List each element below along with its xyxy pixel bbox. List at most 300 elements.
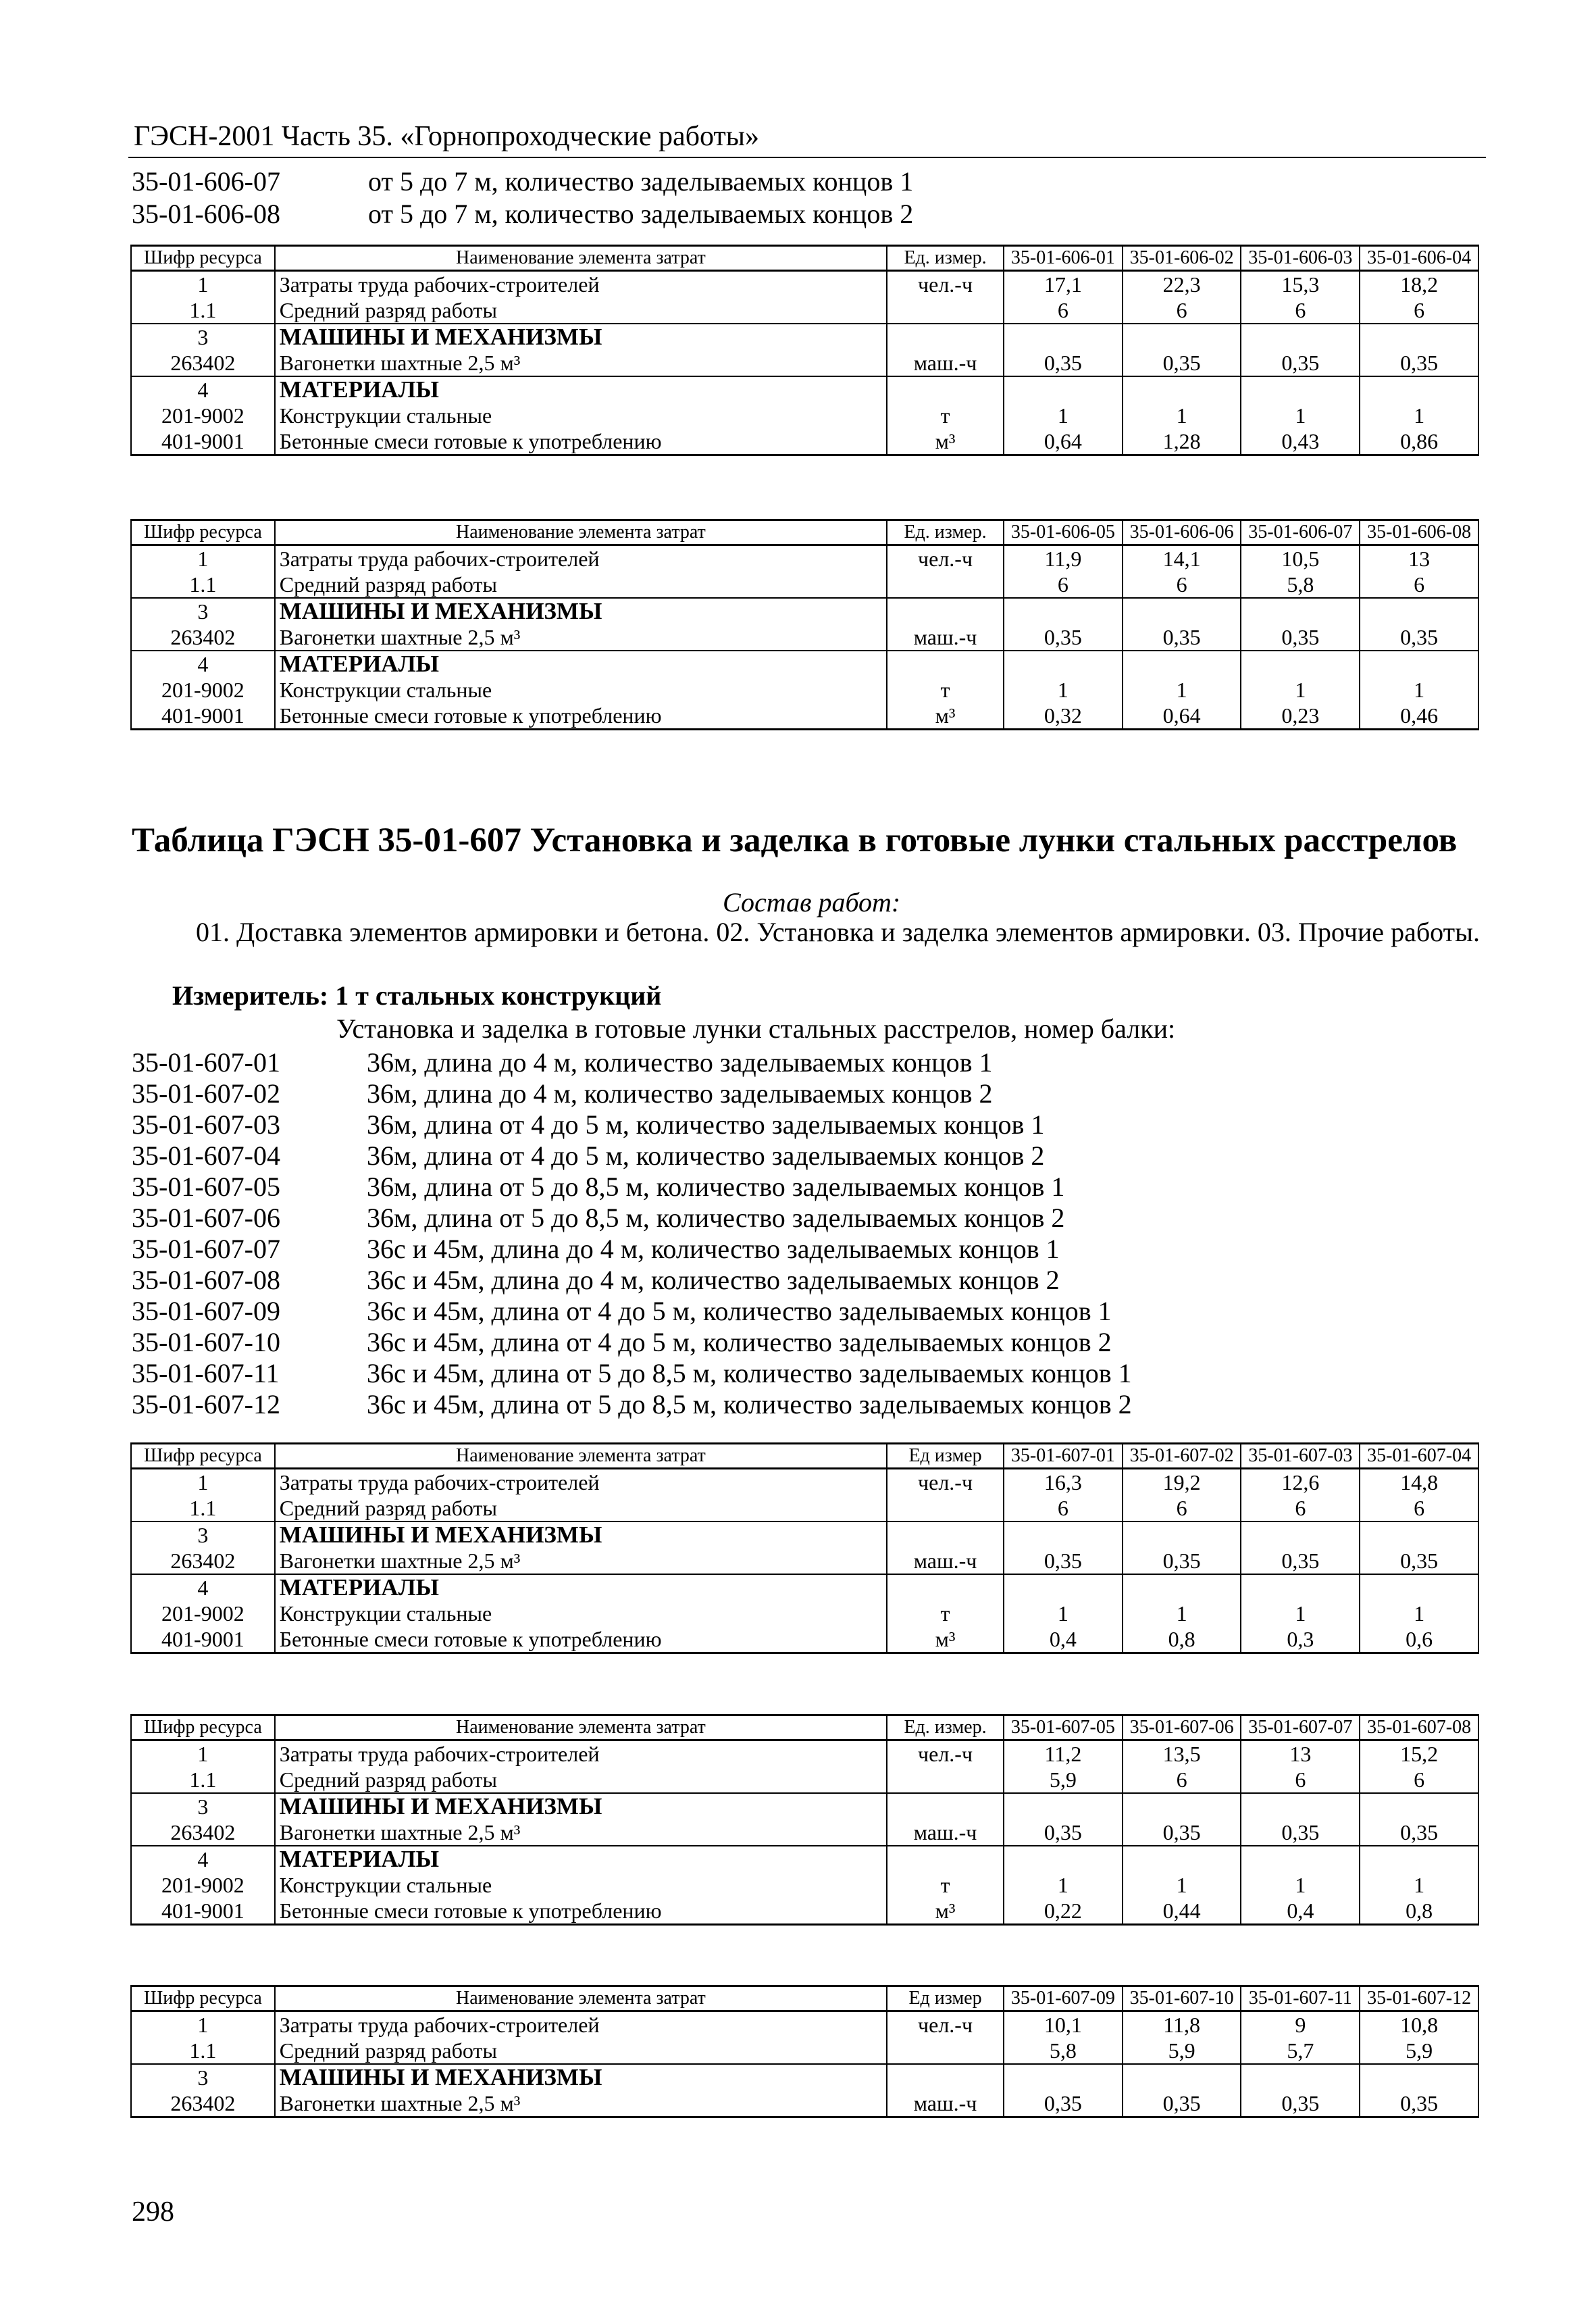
table-title: Таблица ГЭСН 35-01-607 Установка и заделка в готовые лунки стальных расстрелов — [132, 822, 1458, 859]
work-composition-text: 01. Доставка элементов армировки и бетона. 02. Установка и заделка элементов армировки. 03. Прочие работы. — [196, 917, 1480, 947]
header-code: Шифр ресурса — [131, 520, 275, 545]
item-code: 35-01-606-08 — [132, 199, 280, 229]
resource-unit — [887, 1521, 1004, 1548]
header-norm-code: 35-01-607-06 — [1123, 1715, 1241, 1740]
resource-unit: маш.-ч — [887, 2090, 1004, 2117]
resource-value — [1360, 651, 1478, 677]
resource-unit: т — [887, 1872, 1004, 1898]
header-unit: Ед. измер. — [887, 520, 1004, 545]
header-name: Наименование элемента затрат — [275, 1444, 887, 1469]
table-row — [131, 428, 1478, 455]
resource-code: 4 — [131, 376, 275, 403]
table-row — [131, 1626, 1478, 1653]
resource-name: Средний разряд работы — [275, 297, 887, 324]
header-norm-code: 35-01-606-07 — [1241, 520, 1360, 545]
header-rule — [128, 157, 1486, 158]
resource-table — [130, 1714, 1479, 1926]
table-header-row — [131, 246, 1478, 271]
resource-code: 1.1 — [131, 297, 275, 324]
resource-value: 0,35 — [1004, 1548, 1123, 1574]
resource-unit: маш.-ч — [887, 1819, 1004, 1846]
header-unit: Ед. измер. — [887, 246, 1004, 271]
resource-value: 11,9 — [1004, 545, 1123, 572]
resource-code: 263402 — [131, 350, 275, 376]
resource-unit — [887, 376, 1004, 403]
item-text: 36с и 45м, длина от 5 до 8,5 м, количество заделываемых концов 2 — [367, 1389, 1132, 1419]
resource-unit — [887, 2064, 1004, 2090]
resource-value — [1004, 324, 1123, 350]
resource-value: 0,35 — [1123, 624, 1241, 651]
resource-value: 5,9 — [1123, 2038, 1241, 2064]
resource-value: 12,6 — [1241, 1469, 1360, 1496]
header-norm-code: 35-01-606-01 — [1004, 246, 1123, 271]
resource-code: 201-9002 — [131, 677, 275, 703]
resource-name: Средний разряд работы — [275, 572, 887, 598]
list-item — [132, 1172, 1483, 1203]
resource-value: 1 — [1241, 1601, 1360, 1626]
table-row — [131, 1740, 1478, 1767]
resource-value: 11,2 — [1004, 1740, 1123, 1767]
resource-name: МАШИНЫ И МЕХАНИЗМЫ — [275, 324, 887, 350]
resource-code: 263402 — [131, 2090, 275, 2117]
resource-value: 6 — [1004, 572, 1123, 598]
table-row — [131, 271, 1478, 298]
resource-value: 0,35 — [1004, 2090, 1123, 2117]
header-unit: Ед измер — [887, 1986, 1004, 2011]
resource-unit: м³ — [887, 703, 1004, 730]
resource-name: Средний разряд работы — [275, 2038, 887, 2064]
item-text: 36м, длина до 4 м, количество заделываемых концов 2 — [367, 1078, 993, 1109]
resource-unit — [887, 1495, 1004, 1521]
table-header-row — [131, 1444, 1478, 1469]
resource-name: Средний разряд работы — [275, 1767, 887, 1793]
resource-value — [1004, 376, 1123, 403]
resource-value: 13,5 — [1123, 1740, 1241, 1767]
item-text: 36с и 45м, длина от 4 до 5 м, количество заделываемых концов 1 — [367, 1296, 1112, 1326]
resource-value: 1 — [1241, 403, 1360, 428]
resource-value — [1360, 1574, 1478, 1601]
table-row — [131, 403, 1478, 428]
header-norm-code: 35-01-607-09 — [1004, 1986, 1123, 2011]
resource-value: 0,35 — [1360, 350, 1478, 376]
resource-value — [1004, 1846, 1123, 1872]
resource-unit: т — [887, 403, 1004, 428]
item-text: 36с и 45м, длина до 4 м, количество заделываемых концов 1 — [367, 1234, 1060, 1264]
resource-value: 6 — [1123, 572, 1241, 598]
resource-unit: чел.-ч — [887, 545, 1004, 572]
resource-value: 1 — [1241, 1872, 1360, 1898]
resource-name: МАТЕРИАЛЫ — [275, 376, 887, 403]
resource-value: 0,23 — [1241, 703, 1360, 730]
resource-unit — [887, 1574, 1004, 1601]
resource-code: 263402 — [131, 624, 275, 651]
resource-value — [1360, 598, 1478, 624]
norm-list — [132, 1047, 1483, 1420]
resource-name: МАШИНЫ И МЕХАНИЗМЫ — [275, 1521, 887, 1548]
resource-value — [1004, 2064, 1123, 2090]
table-header-row — [131, 1986, 1478, 2011]
resource-value: 0,35 — [1004, 1819, 1123, 1846]
table-row — [131, 703, 1478, 730]
header-norm-code: 35-01-606-08 — [1360, 520, 1478, 545]
resource-value: 0,64 — [1004, 428, 1123, 455]
resource-code: 4 — [131, 1574, 275, 1601]
list-item — [132, 1389, 1483, 1420]
page-header: ГЭСН-2001 Часть 35. «Горнопроходческие работы» — [134, 121, 759, 152]
list-item — [132, 166, 1483, 198]
resource-value: 19,2 — [1123, 1469, 1241, 1496]
resource-value — [1241, 1846, 1360, 1872]
resource-value: 6 — [1123, 1495, 1241, 1521]
header-code: Шифр ресурса — [131, 1715, 275, 1740]
resource-table — [130, 1442, 1479, 1654]
resource-value: 10,8 — [1360, 2011, 1478, 2038]
resource-name: Конструкции стальные — [275, 677, 887, 703]
resource-name: Затраты труда рабочих-строителей — [275, 2011, 887, 2038]
resource-value — [1123, 1574, 1241, 1601]
resource-name: Вагонетки шахтные 2,5 м³ — [275, 624, 887, 651]
item-text: 36м, длина от 4 до 5 м, количество заделываемых концов 2 — [367, 1140, 1045, 1171]
item-text: 36м, длина от 5 до 8,5 м, количество заделываемых концов 1 — [367, 1172, 1065, 1202]
resource-value: 13 — [1360, 545, 1478, 572]
item-code: 35-01-607-07 — [132, 1234, 280, 1264]
resource-code: 1 — [131, 545, 275, 572]
table-row — [131, 545, 1478, 572]
resource-unit — [887, 1793, 1004, 1819]
list-item — [132, 1234, 1483, 1265]
list-item — [132, 1078, 1483, 1109]
table-row — [131, 1469, 1478, 1496]
resource-value: 0,35 — [1241, 1548, 1360, 1574]
resource-value: 0,46 — [1360, 703, 1478, 730]
resource-value — [1004, 1521, 1123, 1548]
resource-value: 6 — [1360, 572, 1478, 598]
list-item — [132, 1047, 1483, 1078]
resource-unit — [887, 598, 1004, 624]
resource-value — [1123, 1846, 1241, 1872]
header-unit: Ед. измер. — [887, 1715, 1004, 1740]
resource-value: 0,4 — [1241, 1898, 1360, 1925]
resource-code: 201-9002 — [131, 1601, 275, 1626]
resource-value — [1241, 376, 1360, 403]
resource-unit — [887, 1846, 1004, 1872]
list-item — [132, 1358, 1483, 1389]
resource-value: 0,35 — [1123, 2090, 1241, 2117]
item-code: 35-01-607-05 — [132, 1172, 280, 1202]
resource-unit — [887, 1767, 1004, 1793]
resource-value: 14,1 — [1123, 545, 1241, 572]
resource-value: 0,35 — [1004, 350, 1123, 376]
resource-value: 11,8 — [1123, 2011, 1241, 2038]
resource-code: 201-9002 — [131, 403, 275, 428]
header-code: Шифр ресурса — [131, 1444, 275, 1469]
table-row — [131, 2064, 1478, 2090]
resource-value: 0,22 — [1004, 1898, 1123, 1925]
resource-value: 1 — [1004, 1872, 1123, 1898]
table-row — [131, 1767, 1478, 1793]
resource-value — [1360, 1793, 1478, 1819]
resource-value: 1 — [1123, 1601, 1241, 1626]
list-item — [132, 1109, 1483, 1140]
resource-value: 1 — [1123, 1872, 1241, 1898]
resource-value — [1004, 1574, 1123, 1601]
resource-value: 1 — [1123, 403, 1241, 428]
list-item — [132, 1296, 1483, 1327]
header-norm-code: 35-01-606-05 — [1004, 520, 1123, 545]
resource-value: 5,8 — [1004, 2038, 1123, 2064]
resource-value: 6 — [1241, 1767, 1360, 1793]
resource-value — [1360, 376, 1478, 403]
resource-code: 3 — [131, 2064, 275, 2090]
resource-value: 15,3 — [1241, 271, 1360, 298]
resource-value — [1123, 376, 1241, 403]
resource-unit — [887, 297, 1004, 324]
header-unit: Ед измер — [887, 1444, 1004, 1469]
resource-value — [1123, 1793, 1241, 1819]
resource-value: 5,9 — [1360, 2038, 1478, 2064]
header-norm-code: 35-01-607-12 — [1360, 1986, 1478, 2011]
resource-table — [130, 1985, 1479, 2118]
resource-unit: м³ — [887, 1898, 1004, 1925]
resource-value — [1241, 1521, 1360, 1548]
resource-name: Конструкции стальные — [275, 1601, 887, 1626]
resource-unit: маш.-ч — [887, 1548, 1004, 1574]
resource-value: 0,35 — [1241, 350, 1360, 376]
resource-value: 0,35 — [1123, 350, 1241, 376]
page-number: 298 — [132, 2196, 174, 2228]
resource-code: 401-9001 — [131, 703, 275, 730]
table-row — [131, 297, 1478, 324]
resource-value — [1360, 1846, 1478, 1872]
measure-unit: Измеритель: 1 т стальных конструкций — [172, 980, 662, 1011]
header-norm-code: 35-01-606-02 — [1123, 246, 1241, 271]
list-item — [132, 1265, 1483, 1296]
resource-value: 1 — [1004, 1601, 1123, 1626]
resource-name: Бетонные смеси готовые к употреблению — [275, 428, 887, 455]
resource-value: 0,32 — [1004, 703, 1123, 730]
table-row — [131, 1521, 1478, 1548]
header-norm-code: 35-01-607-03 — [1241, 1444, 1360, 1469]
table-row — [131, 1601, 1478, 1626]
resource-name: МАТЕРИАЛЫ — [275, 1574, 887, 1601]
resource-value: 6 — [1004, 297, 1123, 324]
resource-value: 15,2 — [1360, 1740, 1478, 1767]
item-code: 35-01-607-06 — [132, 1203, 280, 1233]
item-text: 36с и 45м, длина от 5 до 8,5 м, количество заделываемых концов 1 — [367, 1358, 1132, 1388]
resource-name: Затраты труда рабочих-строителей — [275, 271, 887, 298]
table-row — [131, 1898, 1478, 1925]
resource-value — [1123, 324, 1241, 350]
resource-code: 1.1 — [131, 2038, 275, 2064]
table-row — [131, 677, 1478, 703]
resource-value — [1241, 324, 1360, 350]
header-code: Шифр ресурса — [131, 1986, 275, 2011]
resource-value: 0,35 — [1241, 624, 1360, 651]
item-code: 35-01-607-11 — [132, 1358, 280, 1388]
resource-value: 0,44 — [1123, 1898, 1241, 1925]
table-row — [131, 324, 1478, 350]
resource-unit: м³ — [887, 1626, 1004, 1653]
table-row — [131, 1846, 1478, 1872]
resource-value: 1 — [1360, 1872, 1478, 1898]
resource-value: 0,35 — [1360, 1548, 1478, 1574]
resource-name: Конструкции стальные — [275, 1872, 887, 1898]
resource-code: 1 — [131, 1469, 275, 1496]
resource-value: 0,35 — [1360, 1819, 1478, 1846]
resource-value: 1 — [1241, 677, 1360, 703]
resource-value: 0,43 — [1241, 428, 1360, 455]
resource-code: 263402 — [131, 1819, 275, 1846]
resource-unit: м³ — [887, 428, 1004, 455]
resource-value: 1 — [1360, 403, 1478, 428]
table-row — [131, 1793, 1478, 1819]
resource-value: 0,35 — [1241, 2090, 1360, 2117]
table-row — [131, 2011, 1478, 2038]
resource-value: 6 — [1241, 1495, 1360, 1521]
list-item — [132, 1327, 1483, 1358]
list-item — [132, 198, 1483, 230]
resource-name: МАШИНЫ И МЕХАНИЗМЫ — [275, 2064, 887, 2090]
resource-unit: чел.-ч — [887, 1740, 1004, 1767]
resource-value — [1241, 2064, 1360, 2090]
table-header-row — [131, 520, 1478, 545]
resource-code: 3 — [131, 598, 275, 624]
header-norm-code: 35-01-606-06 — [1123, 520, 1241, 545]
resource-name: Вагонетки шахтные 2,5 м³ — [275, 1819, 887, 1846]
resource-value — [1360, 1521, 1478, 1548]
resource-value — [1123, 2064, 1241, 2090]
resource-name: Конструкции стальные — [275, 403, 887, 428]
resource-value — [1241, 1574, 1360, 1601]
resource-value: 1 — [1123, 677, 1241, 703]
resource-value: 0,35 — [1004, 624, 1123, 651]
header-name: Наименование элемента затрат — [275, 1986, 887, 2011]
table-header-row — [131, 1715, 1478, 1740]
resource-unit: т — [887, 1601, 1004, 1626]
resource-value: 6 — [1123, 1767, 1241, 1793]
resource-value: 0,6 — [1360, 1626, 1478, 1653]
item-code: 35-01-607-02 — [132, 1078, 280, 1109]
resource-value: 0,64 — [1123, 703, 1241, 730]
header-name: Наименование элемента затрат — [275, 520, 887, 545]
header-norm-code: 35-01-607-10 — [1123, 1986, 1241, 2011]
resource-code: 4 — [131, 1846, 275, 1872]
table-row — [131, 624, 1478, 651]
resource-value: 22,3 — [1123, 271, 1241, 298]
table-row — [131, 1495, 1478, 1521]
resource-value: 6 — [1360, 1495, 1478, 1521]
item-text: 36с и 45м, длина от 4 до 5 м, количество заделываемых концов 2 — [367, 1327, 1112, 1357]
resource-value: 1 — [1360, 1601, 1478, 1626]
resource-code: 3 — [131, 1793, 275, 1819]
item-code: 35-01-607-12 — [132, 1389, 280, 1419]
resource-name: МАТЕРИАЛЫ — [275, 1846, 887, 1872]
resource-value — [1004, 1793, 1123, 1819]
header-name: Наименование элемента затрат — [275, 246, 887, 271]
list-item — [132, 1203, 1483, 1234]
list-subheading: Установка и заделка в готовые лунки стальных расстрелов, номер балки: — [336, 1013, 1176, 1044]
resource-unit — [887, 651, 1004, 677]
header-norm-code: 35-01-607-08 — [1360, 1715, 1478, 1740]
resource-name: МАШИНЫ И МЕХАНИЗМЫ — [275, 598, 887, 624]
header-norm-code: 35-01-607-02 — [1123, 1444, 1241, 1469]
resource-name: Вагонетки шахтные 2,5 м³ — [275, 1548, 887, 1574]
resource-value: 6 — [1004, 1495, 1123, 1521]
resource-value — [1123, 1521, 1241, 1548]
resource-name: МАТЕРИАЛЫ — [275, 651, 887, 677]
resource-code: 1.1 — [131, 1767, 275, 1793]
list-item — [132, 1140, 1483, 1172]
resource-code: 1 — [131, 2011, 275, 2038]
resource-unit: т — [887, 677, 1004, 703]
resource-code: 1 — [131, 271, 275, 298]
resource-table — [130, 519, 1479, 730]
resource-name: МАШИНЫ И МЕХАНИЗМЫ — [275, 1793, 887, 1819]
table-row — [131, 598, 1478, 624]
resource-value: 17,1 — [1004, 271, 1123, 298]
resource-value: 14,8 — [1360, 1469, 1478, 1496]
resource-name: Вагонетки шахтные 2,5 м³ — [275, 2090, 887, 2117]
resource-name: Затраты труда рабочих-строителей — [275, 545, 887, 572]
header-name: Наименование элемента затрат — [275, 1715, 887, 1740]
resource-value: 6 — [1123, 297, 1241, 324]
resource-code: 263402 — [131, 1548, 275, 1574]
table-row — [131, 350, 1478, 376]
header-norm-code: 35-01-607-04 — [1360, 1444, 1478, 1469]
resource-value: 6 — [1360, 1767, 1478, 1793]
table-row — [131, 1548, 1478, 1574]
resource-value — [1004, 651, 1123, 677]
resource-name: Затраты труда рабочих-строителей — [275, 1469, 887, 1496]
resource-value — [1241, 1793, 1360, 1819]
header-code: Шифр ресурса — [131, 246, 275, 271]
resource-value — [1004, 598, 1123, 624]
resource-value: 10,5 — [1241, 545, 1360, 572]
resource-value: 0,35 — [1360, 624, 1478, 651]
resource-value: 0,35 — [1241, 1819, 1360, 1846]
resource-code: 1.1 — [131, 572, 275, 598]
item-code: 35-01-607-04 — [132, 1140, 280, 1171]
resource-value: 0,35 — [1360, 2090, 1478, 2117]
item-code: 35-01-607-09 — [132, 1296, 280, 1326]
resource-name: Вагонетки шахтные 2,5 м³ — [275, 350, 887, 376]
table-row — [131, 1574, 1478, 1601]
resource-value: 0,3 — [1241, 1626, 1360, 1653]
resource-code: 1.1 — [131, 1495, 275, 1521]
resource-unit — [887, 572, 1004, 598]
resource-value: 5,9 — [1004, 1767, 1123, 1793]
table-row — [131, 2090, 1478, 2117]
resource-value: 6 — [1360, 297, 1478, 324]
resource-name: Бетонные смеси готовые к употреблению — [275, 1898, 887, 1925]
resource-unit — [887, 324, 1004, 350]
header-norm-code: 35-01-607-11 — [1241, 1986, 1360, 2011]
table-row — [131, 376, 1478, 403]
resource-unit: чел.-ч — [887, 271, 1004, 298]
resource-value: 0,35 — [1123, 1819, 1241, 1846]
resource-name: Затраты труда рабочих-строителей — [275, 1740, 887, 1767]
work-composition-label: Состав работ: — [723, 887, 901, 917]
item-code: 35-01-606-07 — [132, 166, 280, 197]
pre-items — [132, 166, 1483, 230]
resource-value: 0,35 — [1123, 1548, 1241, 1574]
resource-unit: маш.-ч — [887, 624, 1004, 651]
item-text: от 5 до 7 м, количество заделываемых концов 2 — [368, 199, 914, 229]
resource-value: 0,8 — [1360, 1898, 1478, 1925]
item-text: 36м, длина от 5 до 8,5 м, количество заделываемых концов 2 — [367, 1203, 1065, 1233]
resource-value — [1241, 598, 1360, 624]
resource-value: 1 — [1004, 403, 1123, 428]
